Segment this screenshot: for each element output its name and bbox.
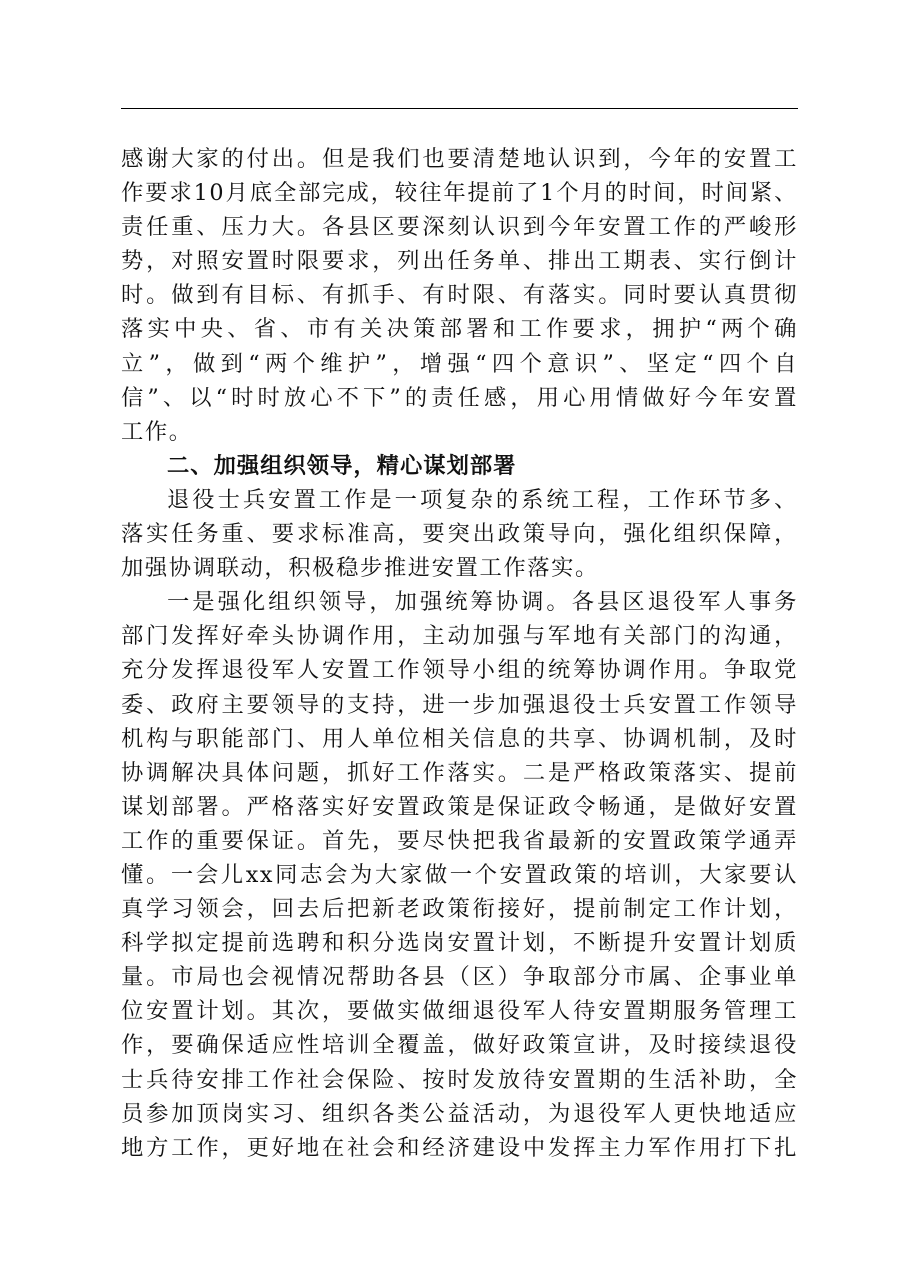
text-line: 工作。 xyxy=(121,418,193,445)
text-line: 科学拟定提前选聘和积分选岗安置计划，不断提升安置计划质 xyxy=(121,930,798,957)
text-line: 充分发挥退役军人安置工作领导小组的统筹协调作用。争取党 xyxy=(121,657,798,684)
text-line: 真学习领会，回去后把新老政策衔接好，提前制定工作计划， xyxy=(121,896,798,923)
text-line: 落实中央、省、市有关决策部署和工作要求，拥护“两个确 xyxy=(121,316,798,343)
text-line: 作，要确保适应性培训全覆盖，做好政策宣讲，及时接续退役 xyxy=(121,1032,798,1059)
text-line: 责任重、压力大。各县区要深刻认识到今年安置工作的严峻形 xyxy=(121,214,798,241)
text-line: 感谢大家的付出。但是我们也要清楚地认识到，今年的安置工 xyxy=(121,146,798,172)
text-line: 立”，做到“两个维护”，增强“四个意识”、坚定“四个自 xyxy=(121,350,798,377)
text-line: 工作的重要保证。首先，要尽快把我省最新的安置政策学通弄 xyxy=(121,827,798,854)
section-heading: 二、加强组织领导，精心谋划部署 xyxy=(167,452,517,479)
text-line: 信”、以“时时放心不下”的责任感，用心用情做好今年安置 xyxy=(121,384,798,411)
text-line: 时。做到有目标、有抓手、有时限、有落实。同时要认真贯彻 xyxy=(121,282,798,309)
text-line: 位安置计划。其次，要做实做细退役军人待安置期服务管理工 xyxy=(121,998,798,1025)
paragraph-first-line: 退役士兵安置工作是一项复杂的系统工程，工作环节多、 xyxy=(167,486,798,513)
text-line: 作要求10月底全部完成，较往年提前了1个月的时间，时间紧、 xyxy=(121,180,798,207)
document-body xyxy=(121,142,798,1165)
paragraph-first-line: 一是强化组织领导，加强统筹协调。各县区退役军人事务 xyxy=(167,589,798,616)
text-line: 士兵待安排工作社会保险、按时发放待安置期的生活补助，全 xyxy=(121,1066,798,1093)
header-rule xyxy=(121,108,798,109)
text-line: 谋划部署。严格落实好安置政策是保证政令畅通，是做好安置 xyxy=(121,793,798,820)
text-line: 懂。一会儿xx同志会为大家做一个安置政策的培训，大家要认 xyxy=(121,861,798,888)
text-line: 部门发挥好牵头协调作用，主动加强与军地有关部门的沟通， xyxy=(121,623,798,650)
text-line: 加强协调联动，积极稳步推进安置工作落实。 xyxy=(121,555,599,582)
text-line: 落实任务重、要求标准高，要突出政策导向，强化组织保障， xyxy=(121,521,798,548)
text-line: 量。市局也会视情况帮助各县（区）争取部分市属、企事业单 xyxy=(121,964,798,991)
text-line: 员参加顶岗实习、组织各类公益活动，为退役军人更快地适应 xyxy=(121,1100,798,1127)
text-line: 地方工作，更好地在社会和经济建设中发挥主力军作用打下扎 xyxy=(121,1134,798,1161)
text-line: 协调解决具体问题，抓好工作落实。二是严格政策落实、提前 xyxy=(121,759,798,786)
text-line: 机构与职能部门、用人单位相关信息的共享、协调机制，及时 xyxy=(121,725,798,752)
text-line: 势，对照安置时限要求，列出任务单、排出工期表、实行倒计 xyxy=(121,248,798,275)
text-line: 委、政府主要领导的支持，进一步加强退役士兵安置工作领导 xyxy=(121,691,798,718)
